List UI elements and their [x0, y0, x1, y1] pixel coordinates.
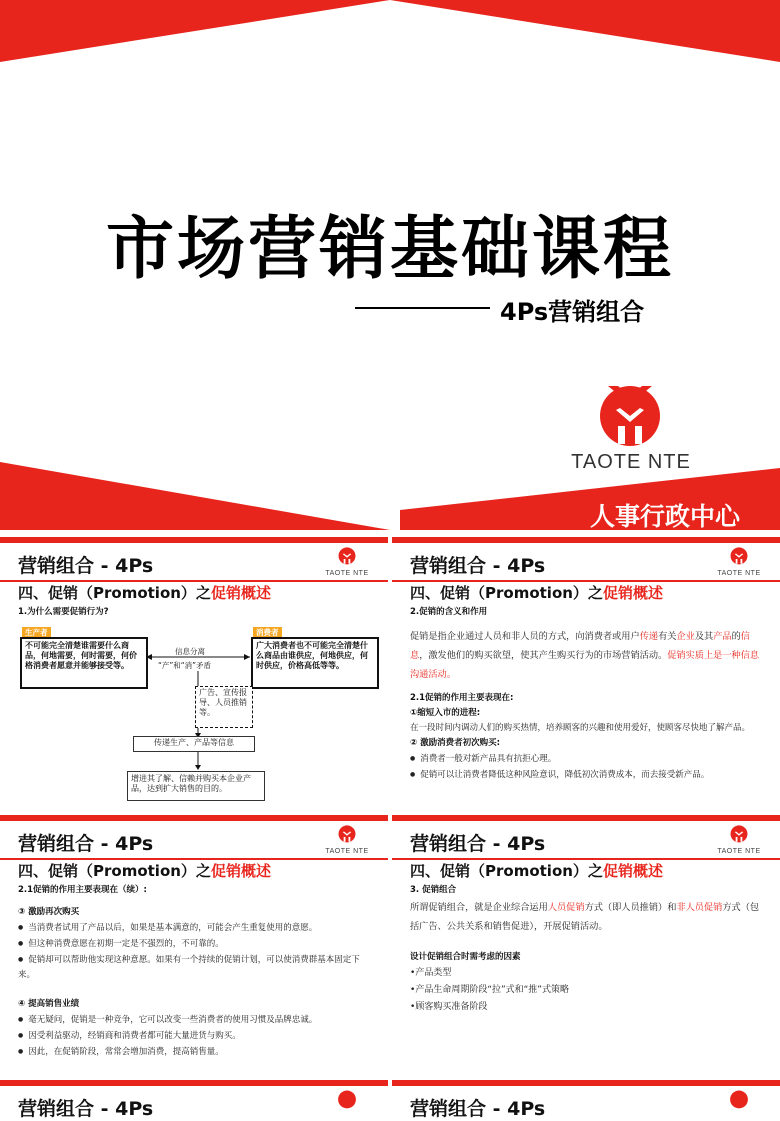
list-item: ● 毫无疑问，促销是一种竞争，它可以改变一些消费者的使用习惯及品牌忠诚。: [18, 1012, 370, 1028]
item-title: ③ 激励再次购买: [18, 907, 80, 917]
section-heading: [18, 860, 271, 881]
section-heading: [410, 860, 663, 881]
slide-promotion-effects: [0, 815, 388, 1077]
producer-box: 不可能完全清楚谁需要什么商品，何地需要，何时需要，何价格消费者愿意并能够接受等。: [20, 637, 148, 689]
top-right-red-triangle: [390, 0, 780, 62]
cover-subtitle: 4Ps营销组合: [500, 298, 645, 326]
cover-logo-text: TAOTE NTE: [571, 451, 691, 473]
list-item: ● 当消费者试用了产品以后，如果是基本满意的，可能会产生重复使用的意愿。: [18, 920, 370, 936]
taote-logo-icon: [596, 380, 664, 446]
taote-logo-icon: [728, 823, 750, 843]
cover-title: 市场营销基础课程: [105, 210, 674, 289]
logo-text: TAOTE NTE: [325, 848, 369, 855]
bottom-left-red-triangle: [0, 462, 390, 530]
heading-highlight: 促销概述: [210, 862, 271, 880]
item-title: ①缩短入市的进程:: [410, 708, 481, 718]
slide-partial-left: [0, 1080, 388, 1120]
slide-body: [410, 605, 762, 783]
department-label: 人事行政中心: [590, 502, 741, 531]
slide-title: 营销组合 - 4Ps: [18, 1098, 154, 1120]
section-label: 1.为什么需要促销行为?: [18, 607, 109, 617]
item-text: 在一段时间内调动人们的购买热情，培养顾客的兴趣和使用爱好，使顾客尽快地了解产品。: [410, 723, 751, 733]
section-label: 3. 促销组合: [410, 885, 457, 895]
logo-text: TAOTE NTE: [717, 570, 761, 577]
heading-highlight: 促销概述: [602, 862, 663, 880]
section-label: 2.促销的含义和作用: [410, 607, 488, 617]
slide-logo: [716, 823, 762, 855]
slide-logo: [324, 823, 370, 855]
heading-highlight: 促销概述: [210, 584, 271, 602]
consumer-tag: 消费者: [253, 627, 282, 638]
mix-paragraph: 所谓促销组合，就是企业综合运用人员促销方式（即人员推销）和非人员促销方式（包括广告、公共关系和销售促进），开展促销活动。: [410, 902, 760, 932]
slide-top-banner: [0, 1080, 388, 1086]
slide-top-banner: [0, 815, 388, 821]
slide-logo: [716, 545, 762, 577]
slide-promotion-meaning: [392, 537, 780, 799]
result-box: 增进其了解、信赖并购买本企业产品，达到扩大销售的目的。: [127, 771, 265, 801]
heading-prefix: 四、促销（Promotion）之: [410, 584, 603, 602]
list-item: ● 促销却可以帮助他实现这种意愿。如果有一个持续的促销计划，可以使消费群基本固定下来。: [18, 952, 370, 983]
item-title: ④ 提高销售业绩: [18, 999, 80, 1009]
slide-partial-right: [392, 1080, 780, 1120]
sub-section-label: 2.1促销的作用主要表现在:: [410, 693, 514, 703]
slide-title: 营销组合 - 4Ps: [410, 1098, 546, 1120]
transmit-box: 传递生产、产品等信息: [133, 736, 255, 752]
heading-prefix: 四、促销（Promotion）之: [410, 862, 603, 880]
slide-top-banner: [392, 1080, 780, 1086]
slide-top-banner: [392, 537, 780, 543]
heading-highlight: 促销概述: [602, 584, 663, 602]
list-item: • 顾客购买准备阶段: [410, 999, 762, 1016]
taote-logo-icon: [728, 1088, 750, 1102]
slide-top-banner: [392, 815, 780, 821]
list-item: • 产品生命周期阶段“拉”式和“推”式策略: [410, 982, 762, 999]
slide-why-promotion: [0, 537, 388, 799]
slide-body: [410, 883, 762, 1016]
section-heading: [410, 582, 663, 603]
list-item: ● 促销可以让消费者降低这种风险意识，降低初次消费成本，而去接受新产品。: [410, 767, 762, 783]
heading-prefix: 四、促销（Promotion）之: [18, 862, 211, 880]
slide-title: 营销组合 - 4Ps: [410, 833, 546, 855]
conflict-label: “产”和“消”矛盾: [158, 661, 212, 670]
cover-slide: [0, 0, 780, 530]
slide-title: 营销组合 - 4Ps: [410, 555, 546, 577]
taote-logo-icon: [336, 823, 358, 843]
factors-title: 设计促销组合时需考虑的因素: [410, 952, 521, 962]
list-item: ● 消费者一般对新产品具有抗拒心理。: [410, 751, 762, 767]
logo-text: TAOTE NTE: [325, 570, 369, 577]
taote-logo-icon: [728, 545, 750, 565]
consumer-box: 广大消费者也不可能完全清楚什么商品由谁供应，何地供应，何时供应，价格高低等等。: [251, 637, 379, 689]
list-item: • 产品类型: [410, 965, 762, 982]
top-left-red-triangle: [0, 0, 390, 62]
slide-title: 营销组合 - 4Ps: [18, 833, 154, 855]
list-item: ● 但这种消费意愿在初期一定是不强烈的，不可靠的。: [18, 936, 370, 952]
list-item: ● 因此，在促销阶段，常常会增加消费，提高销售量。: [18, 1044, 370, 1060]
definition-paragraph: 促销是指企业通过人员和非人员的方式，向消费者或用户传递有关企业及其产品的信息，激发他们的购买欲望，使其产生购买行为的市场营销活动。促销实质上是一种信息沟通活动。: [410, 631, 760, 680]
subtitle-rule: [355, 307, 490, 309]
channels-box: 广告、宣传报导、人员推销等。: [195, 686, 253, 728]
slide-title: 营销组合 - 4Ps: [18, 555, 154, 577]
taote-logo-icon: [336, 1088, 358, 1102]
section-label: 2.1促销的作用主要表现在（续）:: [18, 885, 147, 895]
producer-tag: 生产者: [22, 627, 51, 638]
list-item: ● 因受利益驱动，经销商和消费者都可能大量进货与购买。: [18, 1028, 370, 1044]
slide-body: [18, 883, 370, 1060]
slide-promotion-mix: [392, 815, 780, 1077]
logo-text: TAOTE NTE: [717, 848, 761, 855]
heading-prefix: 四、促销（Promotion）之: [18, 584, 211, 602]
info-split-label: 信息分离: [175, 647, 205, 656]
item-title: ② 激励消费者初次购买:: [410, 738, 501, 748]
